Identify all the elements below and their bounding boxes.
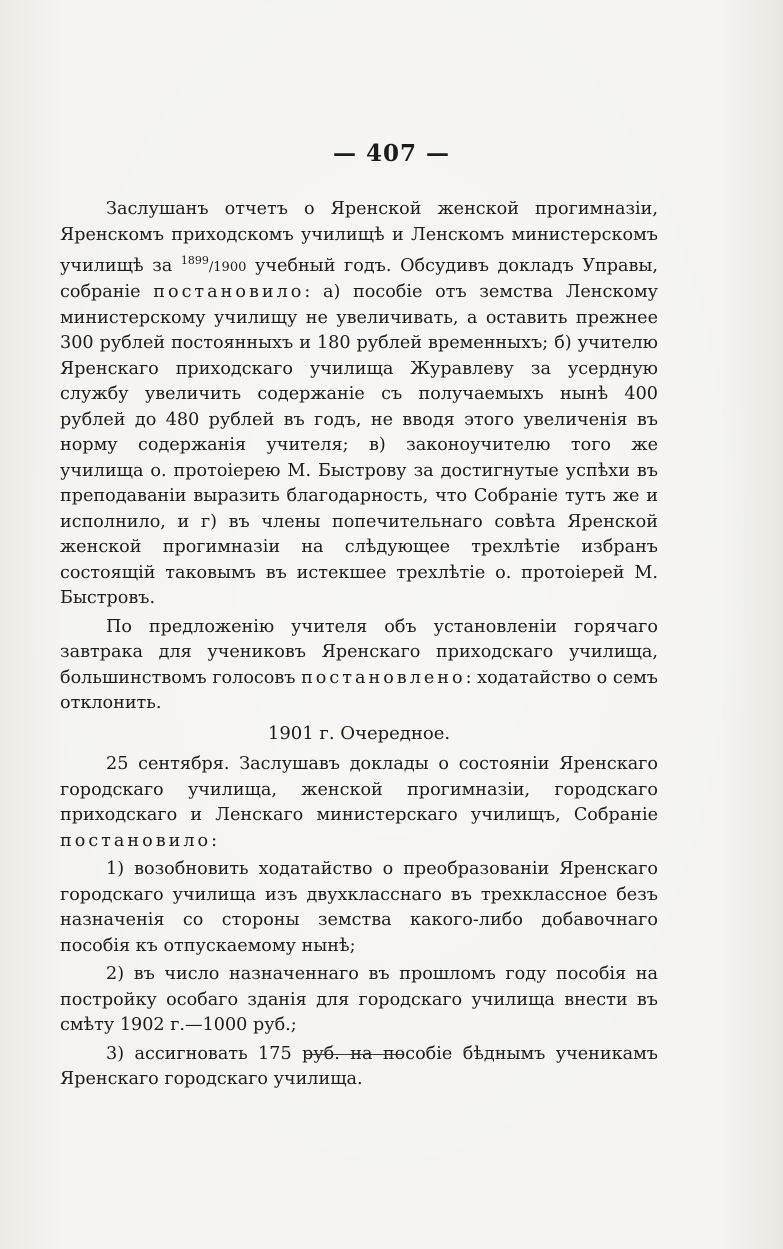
section-heading-1901: 1901 г. Очередное. <box>267 722 451 744</box>
resolution-keyword: постановлено <box>301 667 466 688</box>
page-body <box>60 197 658 1093</box>
paragraph-report-1899: Заслушанъ отчетъ о Яренской женской прогимназіи, Яренскомъ приходскомъ училищѣ и Ленскомъ министерскомъ училищѣ за $^{1899}$/1900 учебный годъ. Обсудивъ докладъ Управы, собраніе постановило: а) пособіе отъ земства Ленскому министерскому училищу не увеличивать, а оставить прежнее 300 рублей постоянныхъ и 180 рублей временныхъ; б) учителю Яренскаго приходскаго училища Журавлеву за усердную службу увеличить содержаніе съ получаемыхъ нынѣ 400 рублей до 480 рублей въ годъ, не вводя этого увеличенія въ норму содержанія учителя; в) законоучителю того же училища о. протоіерею М. Быстрову за достигнутые успѣхи въ преподаваніи выразить благодарность, что Собраніе тутъ же и исполнило, и г) въ члены попечительнаго совѣта Яренской женской прогимназіи на слѣдующее трехлѣтіе избранъ состоящій таковымъ въ истекшее трехлѣтіе о. протоіерей М. Быстровъ. <box>60 199 658 609</box>
paragraph-september-25: 25 сентября. Заслушавъ доклады о состояніи Яренскаго городскаго училища, женской прогимназіи, городскаго приходскаго и Ленскаго министерскаго училищъ, Собраніе постановило: <box>60 754 658 851</box>
school-year-start: 1899 <box>180 254 209 267</box>
school-year-end: /1900 <box>208 259 247 275</box>
resolution-keyword: постановило <box>153 282 305 303</box>
list-item: 1) возобновить ходатайство о преобразованіи Яренскаго городскаго училища изъ двухкласснаго въ трехклассное безъ назначенія со стороны земства какого-либо добавочнаго пособія къ отпускаемому нынѣ; <box>60 859 658 956</box>
list-item: 2) въ число назначеннаго въ прошломъ году пособія на постройку особаго зданія для городскаго училища внести въ смѣту 1902 г.—1000 руб.; <box>60 964 658 1036</box>
end-rule-divider <box>305 1054 403 1055</box>
paragraph-breakfast-proposal: По предложенію учителя объ установленіи горячаго завтрака для учениковъ Яренскаго приходскаго училища, большинствомъ голосовъ постановлено: ходатайство о семъ отклонить. <box>60 616 658 714</box>
list-item: 3) ассигновать 175 руб. на пособіе бѣднымъ ученикамъ Яренскаго городскаго училища. <box>60 1043 658 1090</box>
resolution-keyword: постановило <box>60 830 212 851</box>
page-number: — 407 — <box>332 140 451 167</box>
